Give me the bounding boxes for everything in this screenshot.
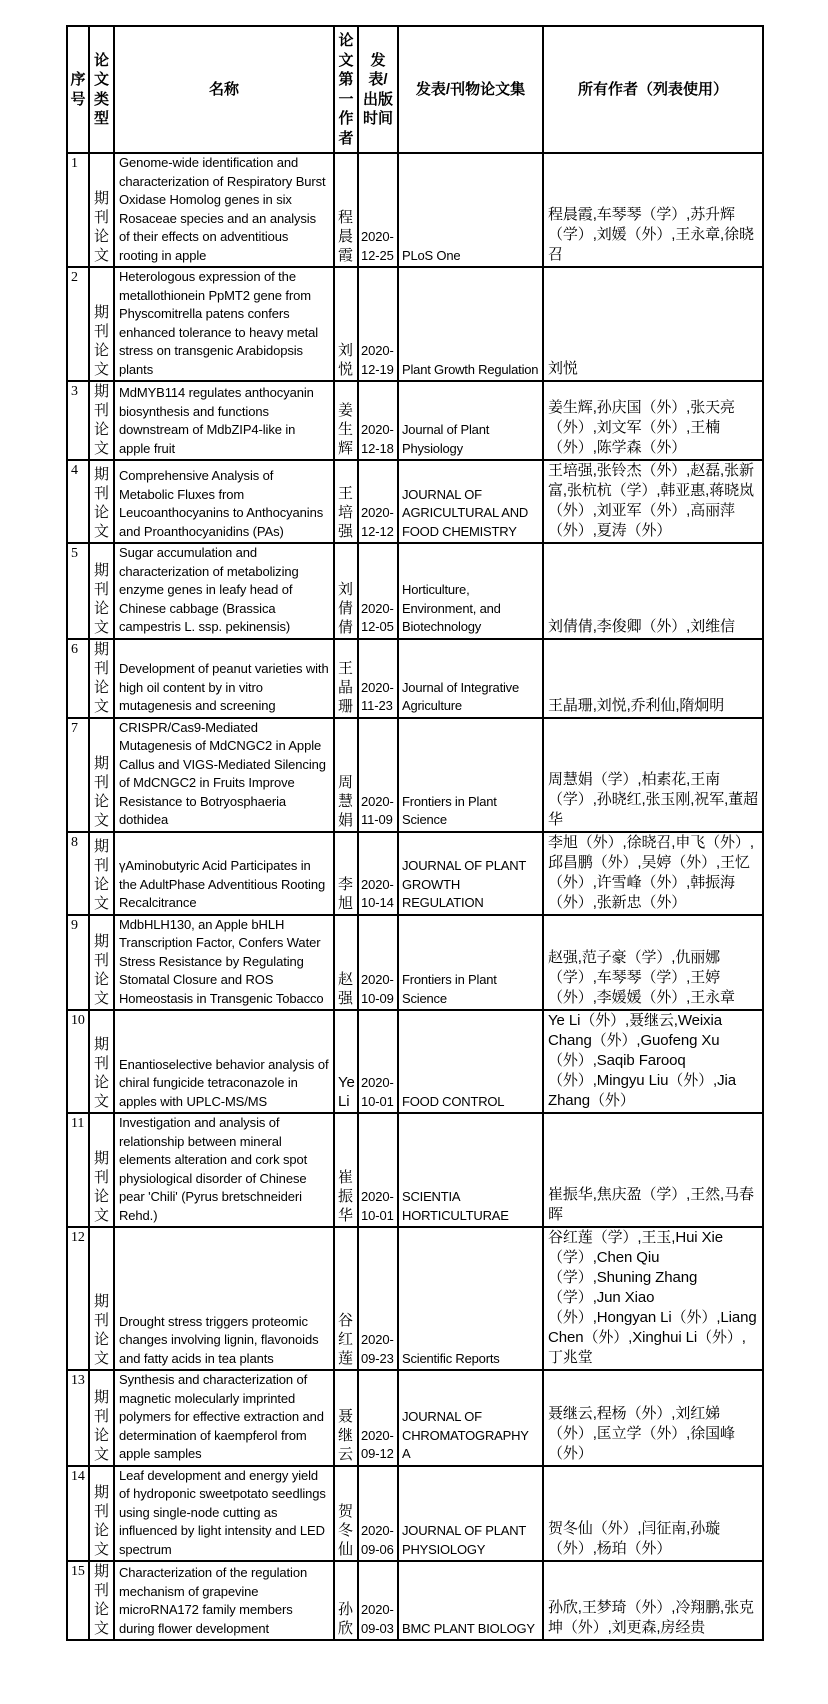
first-author: 谷红莲 [334, 1227, 358, 1370]
publish-date: 2020-09-06 [358, 1466, 398, 1562]
first-author: 王晶珊 [334, 639, 358, 718]
table-row [67, 718, 763, 832]
table-row [67, 1370, 763, 1466]
first-author: 李旭 [334, 832, 358, 915]
journal-name: JOURNAL OF PLANT GROWTH REGULATION [398, 832, 543, 915]
row-number: 13 [67, 1370, 89, 1466]
header-publish-date: 发表/出版时间 [358, 26, 398, 153]
row-number: 5 [67, 543, 89, 639]
all-authors: 聂继云,程杨（外）,刘红娣（外）,匡立学（外）,徐国峰（外） [543, 1370, 763, 1466]
paper-type: 期刊论文 [89, 639, 114, 718]
journal-name: JOURNAL OF AGRICULTURAL AND FOOD CHEMISTRY [398, 460, 543, 543]
all-authors: 王培强,张铃杰（外）,赵磊,张新富,张杭杭（学）,韩亚惠,蒋晓岚（外）,刘亚军（外）,高丽萍（外）,夏涛（外） [543, 460, 763, 543]
all-authors: 刘悦 [543, 267, 763, 381]
paper-type: 期刊论文 [89, 1466, 114, 1562]
journal-name: Plant Growth Regulation [398, 267, 543, 381]
header-first-author: 论文第一作者 [334, 26, 358, 153]
paper-title: Leaf development and energy yield of hydroponic sweetpotato seedlings using single-node cutting as influenced by light intensity and LED spectrum [114, 1466, 334, 1562]
publish-date: 2020-12-12 [358, 460, 398, 543]
paper-type: 期刊论文 [89, 832, 114, 915]
row-number: 15 [67, 1561, 89, 1640]
paper-title: Sugar accumulation and characterization of metabolizing enzyme genes in leafy head of Chinese cabbage (Brassica campestris L. ssp. pekinensis) [114, 543, 334, 639]
paper-type: 期刊论文 [89, 543, 114, 639]
table-row [67, 1227, 763, 1370]
table-header-row [67, 26, 763, 153]
journal-name: Journal of Integrative Agriculture [398, 639, 543, 718]
publish-date: 2020-11-09 [358, 718, 398, 832]
first-author: Ye Li [334, 1010, 358, 1113]
paper-type: 期刊论文 [89, 915, 114, 1011]
all-authors: 王晶珊,刘悦,乔利仙,隋炯明 [543, 639, 763, 718]
paper-title: MdbHLH130, an Apple bHLH Transcription Factor, Confers Water Stress Resistance by Regulating Stomatal Closure and ROS Homeostasis in Transgenic Tobacco [114, 915, 334, 1011]
all-authors: 程晨霞,车琴琴（学）,苏升辉（学）,刘媛（外）,王永章,徐晓召 [543, 153, 763, 267]
row-number: 10 [67, 1010, 89, 1113]
journal-name: FOOD CONTROL [398, 1010, 543, 1113]
table-row [67, 1466, 763, 1562]
table-row [67, 1010, 763, 1113]
row-number: 12 [67, 1227, 89, 1370]
first-author: 刘倩倩 [334, 543, 358, 639]
all-authors: 刘倩倩,李俊卿（外）,刘维信 [543, 543, 763, 639]
paper-type: 期刊论文 [89, 1113, 114, 1227]
paper-title: Heterologous expression of the metallothionein PpMT2 gene from Physcomitrella patens confers enhanced tolerance to heavy metal stress on transgenic Arabidopsis plants [114, 267, 334, 381]
first-author: 贺冬仙 [334, 1466, 358, 1562]
journal-name: Frontiers in Plant Science [398, 718, 543, 832]
publish-date: 2020-12-18 [358, 381, 398, 460]
row-number: 2 [67, 267, 89, 381]
paper-title: Drought stress triggers proteomic changes involving lignin, flavonoids and fatty acids in tea plants [114, 1227, 334, 1370]
publications-table [66, 25, 764, 1641]
row-number: 7 [67, 718, 89, 832]
journal-name: Journal of Plant Physiology [398, 381, 543, 460]
paper-type: 期刊论文 [89, 718, 114, 832]
table-row [67, 153, 763, 267]
row-number: 6 [67, 639, 89, 718]
journal-name: BMC PLANT BIOLOGY [398, 1561, 543, 1640]
all-authors: 姜生辉,孙庆国（外）,张天亮（外）,刘文军（外）,王楠（外）,陈学森（外） [543, 381, 763, 460]
first-author: 刘悦 [334, 267, 358, 381]
all-authors: 赵强,范子豪（学）,仇丽娜（学）,车琴琴（学）,王婷（外）,李媛媛（外）,王永章 [543, 915, 763, 1011]
header-journal: 发表/刊物论文集 [398, 26, 543, 153]
publish-date: 2020-12-05 [358, 543, 398, 639]
all-authors: 李旭（外）,徐晓召,申飞（外）,邱昌鹏（外）,吴婷（外）,王忆（外）,许雪峰（外）,韩振海（外）,张新忠（外） [543, 832, 763, 915]
paper-title: Comprehensive Analysis of Metabolic Fluxes from Leucoanthocyanins to Anthocyanins and Proanthocyanidins (PAs) [114, 460, 334, 543]
table-row [67, 639, 763, 718]
table-row [67, 915, 763, 1011]
journal-name: SCIENTIA HORTICULTURAE [398, 1113, 543, 1227]
paper-title: Genome-wide identification and characterization of Respiratory Burst Oxidase Homolog genes in six Rosaceae species and an analysis of their effects on adventitious rooting in apple [114, 153, 334, 267]
paper-type: 期刊论文 [89, 1561, 114, 1640]
all-authors: 崔振华,焦庆盈（学）,王然,马春晖 [543, 1113, 763, 1227]
first-author: 孙欣 [334, 1561, 358, 1640]
table-row [67, 543, 763, 639]
publish-date: 2020-10-01 [358, 1113, 398, 1227]
journal-name: Scientific Reports [398, 1227, 543, 1370]
publish-date: 2020-12-19 [358, 267, 398, 381]
row-number: 1 [67, 153, 89, 267]
paper-type: 期刊论文 [89, 1010, 114, 1113]
all-authors: 周慧娟（学）,柏素花,王南（学）,孙晓红,张玉刚,祝军,董超华 [543, 718, 763, 832]
paper-type: 期刊论文 [89, 1370, 114, 1466]
table-row [67, 832, 763, 915]
row-number: 11 [67, 1113, 89, 1227]
row-number: 8 [67, 832, 89, 915]
publish-date: 2020-11-23 [358, 639, 398, 718]
journal-name: Frontiers in Plant Science [398, 915, 543, 1011]
first-author: 周慧娟 [334, 718, 358, 832]
table-row [67, 1113, 763, 1227]
all-authors: 孙欣,王梦琦（外）,冷翔鹏,张克坤（外）,刘更森,房经贵 [543, 1561, 763, 1640]
publish-date: 2020-10-01 [358, 1010, 398, 1113]
first-author: 赵强 [334, 915, 358, 1011]
all-authors: Ye Li（外）,聂继云,Weixia Chang（外）,Guofeng Xu（外）,Saqib Farooq（外）,Mingyu Liu（外）,Jia Zhang（外） [543, 1010, 763, 1113]
all-authors: 谷红莲（学）,王玉,Hui Xie（学）,Chen Qiu（学）,Shuning Zhang（学）,Jun Xiao（外）,Hongyan Li（外）,Liang Chen（外）,Xinghui Li（外）,丁兆堂 [543, 1227, 763, 1370]
header-paper-type: 论文类型 [89, 26, 114, 153]
paper-type: 期刊论文 [89, 460, 114, 543]
paper-title: Development of peanut varieties with high oil content by in vitro mutagenesis and screening [114, 639, 334, 718]
paper-title: Characterization of the regulation mechanism of grapevine microRNA172 family members during flower development [114, 1561, 334, 1640]
publish-date: 2020-09-12 [358, 1370, 398, 1466]
all-authors: 贺冬仙（外）,闫征南,孙璇（外）,杨珀（外） [543, 1466, 763, 1562]
first-author: 姜生辉 [334, 381, 358, 460]
first-author: 聂继云 [334, 1370, 358, 1466]
table-row [67, 460, 763, 543]
row-number: 4 [67, 460, 89, 543]
table-body [67, 153, 763, 1640]
paper-title: Investigation and analysis of relationship between mineral elements alteration and cork spot physiological disorder of Chinese pear 'Chili' (Pyrus bretschneideri Rehd.) [114, 1113, 334, 1227]
header-all-authors: 所有作者（列表使用） [543, 26, 763, 153]
publish-date: 2020-12-25 [358, 153, 398, 267]
first-author: 王培强 [334, 460, 358, 543]
paper-title: Enantioselective behavior analysis of chiral fungicide tetraconazole in apples with UPLC-MS/MS [114, 1010, 334, 1113]
publish-date: 2020-10-09 [358, 915, 398, 1011]
header-index: 序号 [67, 26, 89, 153]
publish-date: 2020-09-03 [358, 1561, 398, 1640]
table-row [67, 267, 763, 381]
table-row [67, 1561, 763, 1640]
paper-type: 期刊论文 [89, 267, 114, 381]
publish-date: 2020-10-14 [358, 832, 398, 915]
first-author: 崔振华 [334, 1113, 358, 1227]
header-title: 名称 [114, 26, 334, 153]
paper-type: 期刊论文 [89, 1227, 114, 1370]
journal-name: JOURNAL OF CHROMATOGRAPHY A [398, 1370, 543, 1466]
paper-title: γAminobutyric Acid Participates in the AdultPhase Adventitious Rooting Recalcitrance [114, 832, 334, 915]
paper-title: CRISPR/Cas9-Mediated Mutagenesis of MdCNGC2 in Apple Callus and VIGS-Mediated Silencing of MdCNGC2 in Fruits Improve Resistance to Botryosphaeria dothidea [114, 718, 334, 832]
table-row [67, 381, 763, 460]
journal-name: Horticulture, Environment, and Biotechnology [398, 543, 543, 639]
first-author: 程晨霞 [334, 153, 358, 267]
paper-type: 期刊论文 [89, 153, 114, 267]
row-number: 14 [67, 1466, 89, 1562]
publish-date: 2020-09-23 [358, 1227, 398, 1370]
paper-title: MdMYB114 regulates anthocyanin biosynthesis and functions downstream of MdbZIP4-like in apple fruit [114, 381, 334, 460]
row-number: 3 [67, 381, 89, 460]
journal-name: PLoS One [398, 153, 543, 267]
paper-title: Synthesis and characterization of magnetic molecularly imprinted polymers for effective extraction and determination of kaempferol from apple samples [114, 1370, 334, 1466]
row-number: 9 [67, 915, 89, 1011]
paper-type: 期刊论文 [89, 381, 114, 460]
journal-name: JOURNAL OF PLANT PHYSIOLOGY [398, 1466, 543, 1562]
